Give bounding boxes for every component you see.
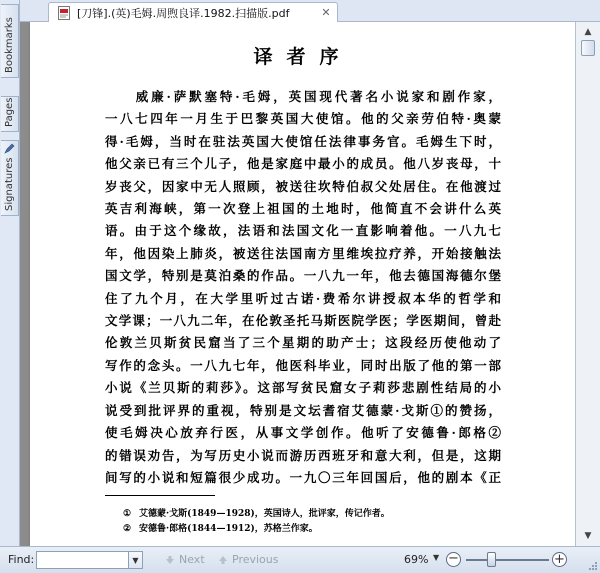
text-line: 间写的小说和短篇很少成功。一九〇三年回国后，他的剧本《正: [105, 469, 501, 485]
previous-button-label: Previous: [232, 553, 279, 566]
footnote: [123, 506, 390, 519]
find-dropdown-icon[interactable]: ▼: [129, 551, 143, 569]
scroll-up-arrow-icon[interactable]: ▲: [584, 27, 592, 37]
text-line: 年，他因染上肺炎，被送往法国南方里维埃拉疗养，开始接触法: [105, 245, 501, 261]
resize-grip-icon[interactable]: [588, 561, 598, 571]
pen-icon: [4, 143, 15, 154]
text-line: 写作的念头。一八九七年，他医科毕业，同时出版了他的第一部: [105, 357, 501, 373]
text-line: 国文学，特别是莫泊桑的作品。一八九一年，他去德国海德尔堡: [105, 268, 501, 284]
find-label: Find:: [8, 553, 35, 566]
text-line: 得·毛姆，当时在驻法英国大使馆任法律事务官。毛姆生下时，: [105, 133, 501, 149]
text-line: 文学课；一八九二年，在伦敦圣托马斯医院学医；学医期间，曾赴: [105, 313, 501, 329]
footnote-mark: ①: [123, 509, 132, 519]
footnote-divider: [105, 495, 215, 496]
zoom-in-button[interactable]: +: [552, 552, 567, 567]
scroll-down-arrow-icon[interactable]: ▼: [584, 531, 592, 541]
text-line: 岁丧父，因家中无人照顾，被送往坎特伯叔父处居住。在他渡过: [105, 178, 501, 194]
document-viewer[interactable]: [20, 22, 575, 546]
text-line: 威廉·萨默塞特·毛姆，英国现代著名小说家和剧作家，: [105, 89, 501, 104]
page-body-text: [105, 86, 501, 489]
arrow-down-icon: [165, 555, 175, 565]
tab-signatures-label: Signatures: [4, 157, 15, 211]
document-tab-title: [刀锋].(英)毛姆.周煦良译.1982.扫描版.pdf: [77, 6, 290, 20]
zoom-dropdown-icon[interactable]: ▼: [433, 553, 440, 562]
text-line: 伦敦兰贝斯贫民窟当了三个星期的助产士；这段经历使他动了: [105, 335, 501, 351]
vertical-scrollbar[interactable]: [575, 22, 600, 546]
next-button-label: Next: [179, 553, 205, 566]
tab-pages-label: Pages: [4, 97, 15, 127]
footnote-text: 艾德蒙·戈斯(1849—1928)，英国诗人，批评家，传记作者。: [139, 509, 390, 519]
pdf-page: [30, 22, 575, 546]
zoom-level[interactable]: 69%: [404, 553, 429, 566]
find-toolbar: [0, 546, 600, 573]
text-line: 使毛姆决心放弃行医，从事文学创作。他听了安德鲁·郎格②: [105, 425, 501, 441]
scroll-thumb[interactable]: [581, 40, 595, 56]
text-line: 说受到批评界的重视，特别是文坛耆宿艾德蒙·戈斯①的赞扬，: [105, 402, 501, 418]
tab-pages[interactable]: [1, 96, 19, 132]
text-line: 住了九个月，在大学里听过古诺·费希尔讲授叔本华的哲学和: [105, 290, 501, 306]
pdf-icon: [57, 6, 71, 20]
find-input[interactable]: [36, 551, 129, 569]
footnote-text: 安德鲁·郎格(1844—1912)，苏格兰作家。: [139, 524, 318, 534]
previous-button[interactable]: [218, 553, 279, 566]
close-icon[interactable]: ✕: [321, 6, 331, 19]
zoom-slider-thumb[interactable]: [487, 552, 496, 567]
page-title: 译者序: [253, 46, 353, 68]
document-tab[interactable]: [48, 2, 338, 22]
text-line: 的错误劝告，为写历史小说而游历西班牙和意大利，但是，这期: [105, 447, 501, 463]
next-button[interactable]: [165, 553, 205, 566]
zoom-out-button[interactable]: −: [446, 552, 461, 567]
text-line: 一八七四年一月生于巴黎英国大使馆。他的父亲劳伯特·奥蒙: [105, 111, 501, 127]
arrow-up-icon: [218, 555, 228, 565]
footnote: [123, 521, 318, 534]
tab-bookmarks[interactable]: [1, 4, 19, 78]
text-line: 英吉利海峡，第一次登上祖国的土地时，他简直不会讲什么英: [105, 201, 501, 217]
text-line: 他父亲已有三个儿子，他是家庭中最小的成员。他八岁丧母，十: [105, 156, 501, 172]
zoom-slider-track[interactable]: [466, 559, 549, 561]
text-line: 小说《兰贝斯的莉莎》。这部写贫民窟女子莉莎悲剧性结局的小: [105, 380, 501, 396]
text-line: 语。由于这个缘故，法语和法国文化一直影响着他。一八九七: [105, 223, 501, 239]
side-panel: [0, 0, 20, 546]
tab-bookmarks-label: Bookmarks: [4, 17, 15, 73]
document-tab-bar: [20, 0, 600, 22]
tab-signatures[interactable]: [1, 140, 19, 216]
footnote-mark: ②: [123, 524, 132, 534]
